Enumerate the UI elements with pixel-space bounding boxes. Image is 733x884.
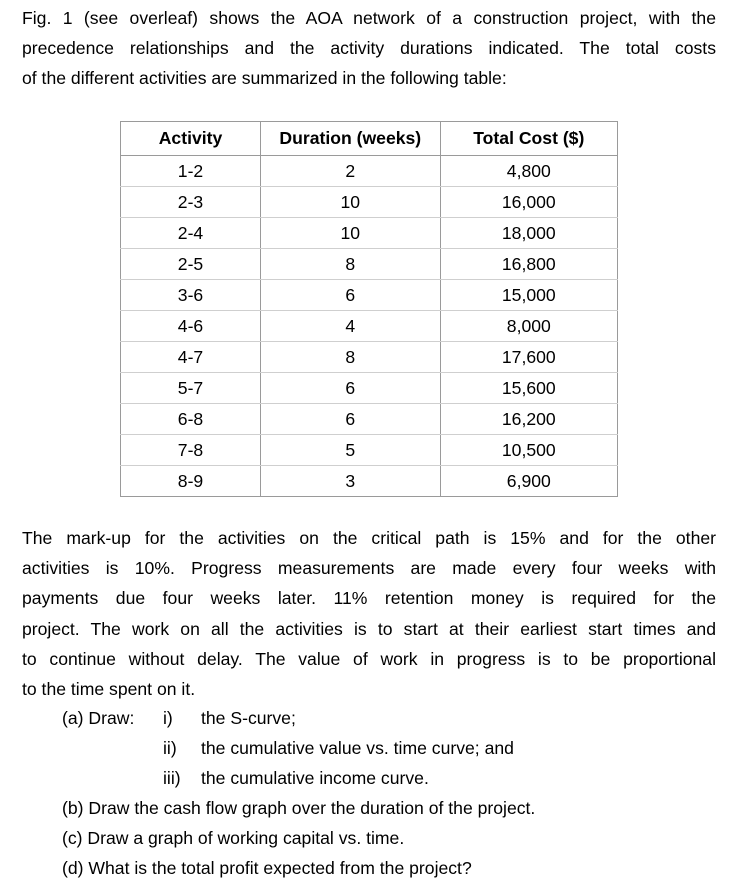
cell-activity: 4-6 [121,311,261,342]
cell-total-cost: 16,200 [440,404,617,435]
intro-line: precedence relationships and the activity durations indicated. The total costs [22,38,716,59]
cell-duration: 6 [261,404,441,435]
body-line: to the time spent on it. [22,678,196,699]
cell-total-cost: 17,600 [440,342,617,373]
question-a-item-text: the cumulative value vs. time curve; and [201,738,514,758]
cell-activity: 5-7 [121,373,261,404]
question-a-item-number: i) [163,708,173,728]
cell-duration: 8 [261,249,441,280]
cell-total-cost: 15,000 [440,280,617,311]
cell-activity: 3-6 [121,280,261,311]
cell-duration: 10 [261,187,441,218]
table-row [121,187,618,218]
question-d: (d) What is the total profit expected from the project? [62,858,472,878]
table-row [121,435,618,466]
cell-duration: 10 [261,218,441,249]
question-c: (c) Draw a graph of working capital vs. time. [62,828,405,848]
table-row [121,249,618,280]
table-row [121,404,618,435]
body-line: project. The work on all the activities is to start at their earliest start times and [22,618,716,639]
table-row [121,218,618,249]
cell-activity: 8-9 [121,466,261,497]
question-a-item-text: the S-curve; [201,708,296,728]
cell-activity: 2-4 [121,218,261,249]
table-row [121,466,618,497]
cell-duration: 8 [261,342,441,373]
table-header-row [121,122,618,156]
cell-total-cost: 16,800 [440,249,617,280]
cell-total-cost: 16,000 [440,187,617,218]
cell-activity: 6-8 [121,404,261,435]
cell-activity: 7-8 [121,435,261,466]
body-line: The mark-up for the activities on the critical path is 15% and for the other [22,528,716,548]
cell-total-cost: 6,900 [440,466,617,497]
question-a-label: (a) Draw: [62,708,135,728]
question-a-item-number: iii) [163,768,181,788]
cell-duration: 3 [261,466,441,497]
column-header-duration: Duration (weeks) [261,122,441,156]
body-paragraph [22,523,716,704]
question-a-item-number: ii) [163,738,177,758]
table-row [121,311,618,342]
cell-duration: 6 [261,280,441,311]
intro-paragraph [22,3,716,94]
column-header-activity: Activity [121,122,261,156]
question-b: (b) Draw the cash flow graph over the duration of the project. [62,798,536,818]
table-row [121,280,618,311]
column-header-total-cost: Total Cost ($) [440,122,617,156]
body-line: payments due four weeks later. 11% retention money is required for the [22,588,716,609]
table-row [121,342,618,373]
body-line: to continue without delay. The value of work in progress is to be proportional [22,648,716,669]
activity-cost-table [120,121,618,497]
cell-activity: 4-7 [121,342,261,373]
cell-duration: 4 [261,311,441,342]
cell-duration: 5 [261,435,441,466]
table-row [121,373,618,404]
cell-duration: 6 [261,373,441,404]
cell-total-cost: 15,600 [440,373,617,404]
question-a-item-text: the cumulative income curve. [201,768,429,788]
intro-line: of the different activities are summarized in the following table: [22,68,507,89]
cell-total-cost: 4,800 [440,156,617,187]
cell-activity: 2-5 [121,249,261,280]
cell-duration: 2 [261,156,441,187]
cell-total-cost: 18,000 [440,218,617,249]
cell-total-cost: 10,500 [440,435,617,466]
intro-line: Fig. 1 (see overleaf) shows the AOA network of a construction project, with the [22,8,716,28]
cell-activity: 2-3 [121,187,261,218]
table-row [121,156,618,187]
cell-total-cost: 8,000 [440,311,617,342]
cell-activity: 1-2 [121,156,261,187]
body-line: activities is 10%. Progress measurements are made every four weeks with [22,558,716,579]
